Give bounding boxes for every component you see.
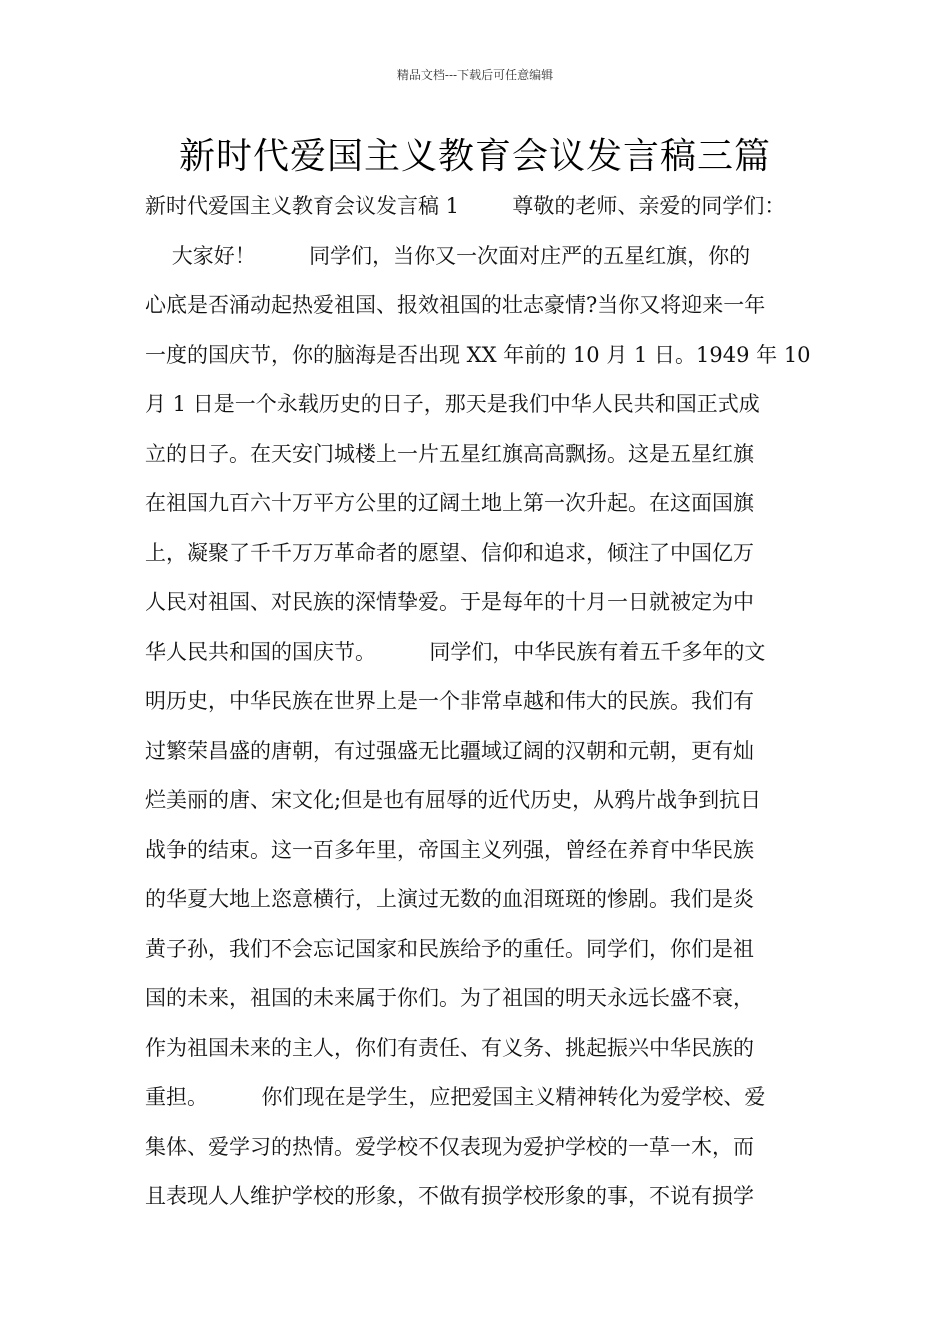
body-line: 重担。 你们现在是学生，应把爱国主义精神转化为爱学校、爱 bbox=[145, 1085, 766, 1109]
body-line: 黄子孙，我们不会忘记国家和民族给予的重任。同学们，你们是祖 bbox=[145, 936, 754, 961]
body-line: 战争的结束。这一百多年里，帝国主义列强，曾经在养育中华民族 bbox=[145, 837, 754, 862]
body-line: 作为祖国未来的主人，你们有责任、有义务、挑起振兴中华民族的 bbox=[145, 1035, 754, 1060]
body-line: 新时代爱国主义教育会议发言稿 1 尊敬的老师、亲爱的同学们： bbox=[145, 194, 786, 218]
document-body bbox=[145, 182, 811, 1222]
body-line: 一度的国庆节，你的脑海是否出现 XX 年前的 10 月 1 日。1949 年 10 bbox=[145, 342, 811, 367]
body-line: 人民对祖国、对民族的深情挚爱。于是每年的十月一日就被定为中 bbox=[145, 590, 754, 614]
body-line: 在祖国九百六十万平方公里的辽阔土地上第一次升起。在这面国旗 bbox=[145, 491, 754, 515]
body-line: 国的未来，祖国的未来属于你们。为了祖国的明天永远长盛不衰， bbox=[145, 986, 754, 1010]
body-line: 华人民共和国的国庆节。 同学们，中华民族有着五千多年的文 bbox=[145, 639, 766, 664]
body-line: 烂美丽的唐、宋文化;但是也有屈辱的近代历史，从鸦片战争到抗日 bbox=[145, 788, 762, 812]
body-line: 月 1 日是一个永载历史的日子，那天是我们中华人民共和国正式成 bbox=[145, 392, 760, 416]
body-line: 上，凝聚了千千万万革命者的愿望、信仰和追求，倾注了中国亿万 bbox=[145, 540, 754, 565]
body-line: 且表现人人维护学校的形象，不做有损学校形象的事，不说有损学 bbox=[145, 1184, 754, 1208]
body-line: 大家好！ 同学们，当你又一次面对庄严的五星红旗，你的 bbox=[145, 243, 751, 268]
page-header-note: 精品文档---下载后可任意编辑 bbox=[396, 68, 554, 82]
body-line: 明历史，中华民族在世界上是一个非常卓越和伟大的民族。我们有 bbox=[145, 689, 754, 713]
body-line: 的华夏大地上恣意横行，上演过无数的血泪斑斑的惨剧。我们是炎 bbox=[145, 887, 754, 911]
body-line: 过繁荣昌盛的唐朝，有过强盛无比疆域辽阔的汉朝和元朝，更有灿 bbox=[145, 738, 754, 763]
body-line: 立的日子。在天安门城楼上一片五星红旗高高飘扬。这是五星红旗 bbox=[145, 441, 754, 466]
body-line: 心底是否涌动起热爱祖国、报效祖国的壮志豪情?当你又将迎来一年 bbox=[145, 293, 766, 317]
body-line: 集体、爱学习的热情。爱学校不仅表现为爱护学校的一草一木，而 bbox=[145, 1134, 754, 1159]
document-title: 新时代爱国主义教育会议发言稿三篇 bbox=[178, 136, 771, 177]
